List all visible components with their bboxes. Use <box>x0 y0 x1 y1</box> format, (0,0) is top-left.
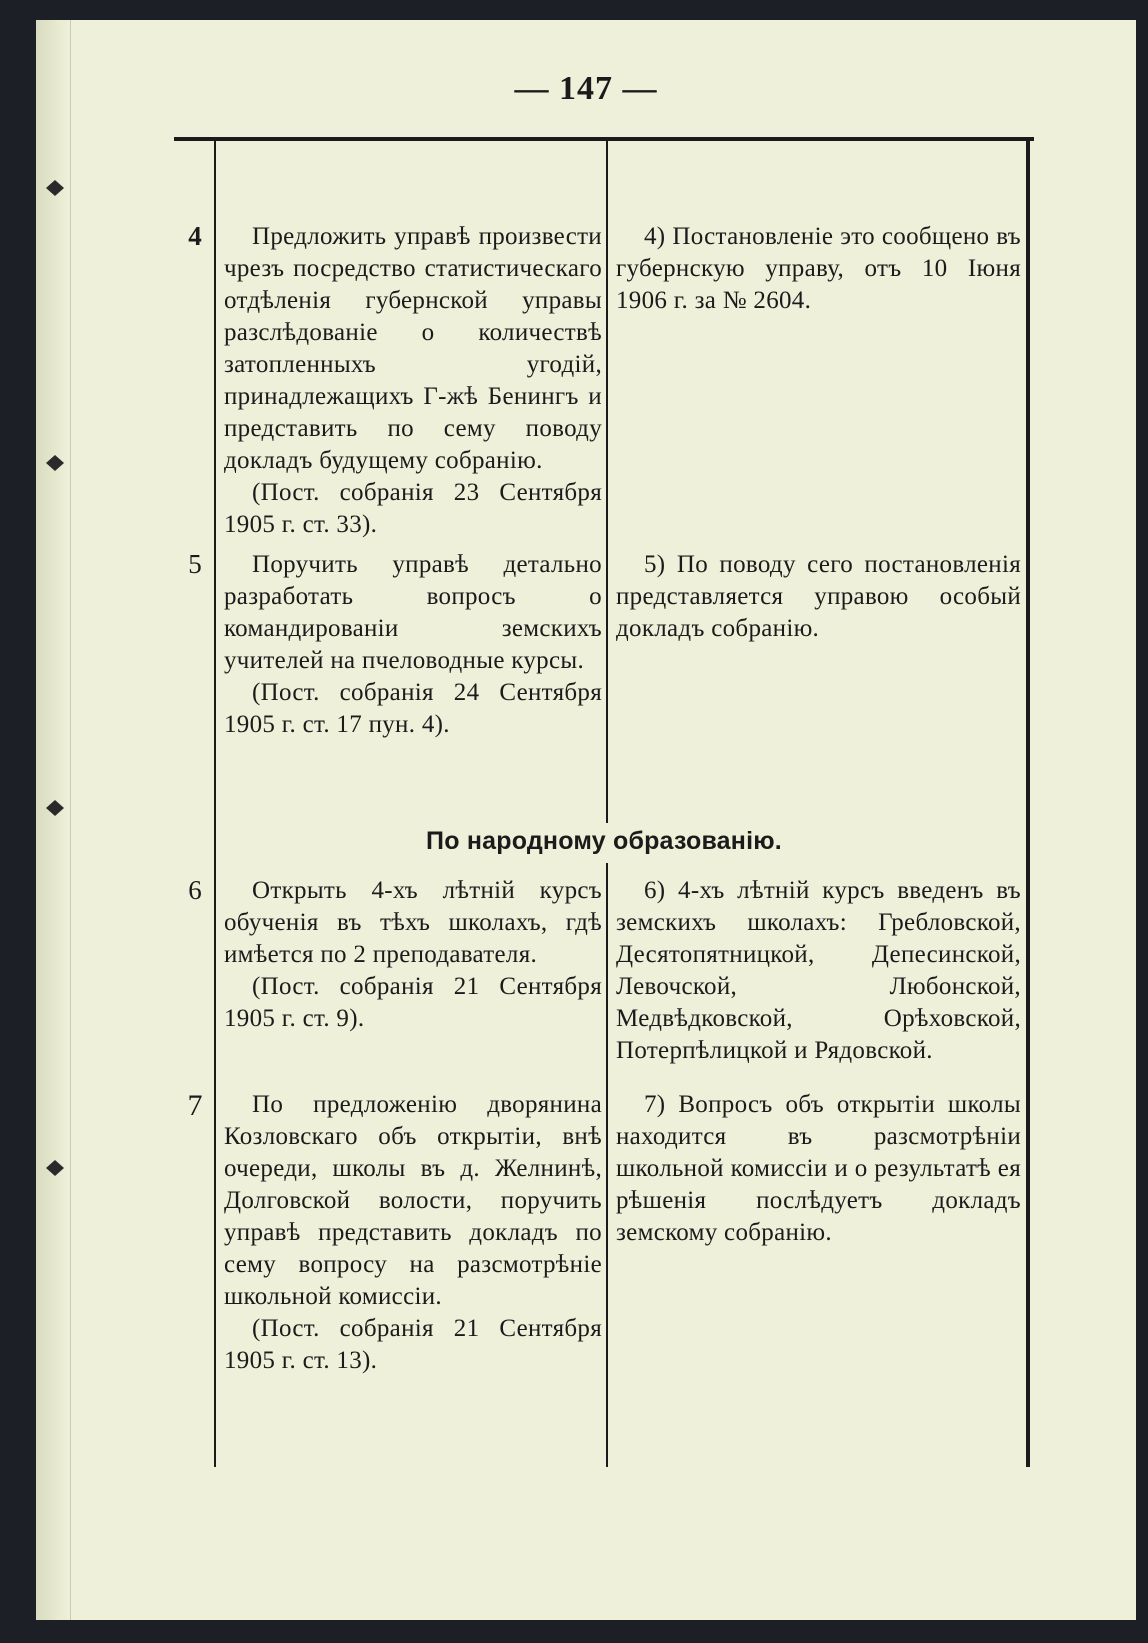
binding-stitch <box>46 455 64 471</box>
binding-stitch <box>46 800 64 816</box>
execution-text <box>616 221 1021 317</box>
resolution-text <box>224 875 602 1035</box>
right-border-rule <box>1026 141 1030 1467</box>
book-spine <box>36 20 71 1620</box>
middle-column-rule <box>606 141 608 1467</box>
resolution-text <box>224 221 602 541</box>
book-page <box>36 20 1136 1620</box>
resolution-body: Предложить управѣ произвести чрезъ посредство статистическаго отдѣленія губернской управы разслѣдованіе о количествѣ затопленныхъ угодій, принадлежащихъ Г-жѣ Бенингъ и представить по сему поводу докладъ будущему собранію. <box>224 223 602 474</box>
execution-text <box>616 875 1021 1067</box>
section-title: По народному образованію. <box>426 827 782 855</box>
binding-stitch <box>46 180 64 196</box>
resolution-body: Поручить управѣ детально разработать вопросъ о командированіи земскихъ учителей на пчеловодные курсы. <box>224 551 602 674</box>
resolution-reference: (Пост. собранія 21 Сентября 1905 г. ст. 9). <box>224 973 602 1032</box>
execution-body: 5) По поводу сего постановленія представляется управою особый докладъ собранію. <box>616 551 1021 642</box>
resolution-body: Открыть 4-хъ лѣтній курсъ обученія въ тѣхъ школахъ, гдѣ имѣется по 2 преподавателя. <box>224 877 602 968</box>
binding-stitch <box>46 1160 64 1176</box>
table-top-rule <box>174 137 1034 141</box>
resolution-text <box>224 1089 602 1377</box>
row-number: 5 <box>188 549 202 579</box>
resolutions-table <box>174 137 1034 1467</box>
number-column-rule <box>214 141 216 1467</box>
resolution-reference: (Пост. собранія 23 Сентября 1905 г. ст. 33). <box>224 479 602 538</box>
resolution-reference: (Пост. собранія 24 Сентября 1905 г. ст. 17 пун. 4). <box>224 679 602 738</box>
execution-body: 6) 4-хъ лѣтній курсъ введенъ въ земскихъ школахъ: Гребловской, Десятопятницкой, Депесинской, Левочской, Любонской, Медвѣдковской, Орѣховской, Потерпѣлицкой и Рядовской. <box>616 877 1021 1064</box>
resolution-body: По предложенію дворянина Козловскаго объ открытіи, внѣ очереди, школы въ д. Желнинѣ, Долговской волости, поручить управѣ представить докладъ по сему вопросу на разсмотрѣніе школьной комиссіи. <box>224 1091 602 1310</box>
execution-body: 4) Постановленіе это сообщено въ губернскую управу, отъ 10 Іюня 1906 г. за № 2604. <box>616 223 1021 314</box>
execution-text <box>616 1089 1021 1249</box>
row-number: 4 <box>188 221 202 251</box>
row-number: 6 <box>188 875 202 905</box>
resolution-text <box>224 549 602 741</box>
page-number: — 147 — <box>514 70 658 107</box>
row-number: 7 <box>187 1089 203 1122</box>
execution-body: 7) Вопросъ объ открытіи школы находится въ разсмотрѣніи школьной комиссіи и о результатѣ ея рѣшенія послѣдуетъ докладъ земскому собранію. <box>616 1091 1021 1246</box>
resolution-reference: (Пост. собранія 21 Сентября 1905 г. ст. 13). <box>224 1315 602 1374</box>
execution-text <box>616 549 1021 645</box>
